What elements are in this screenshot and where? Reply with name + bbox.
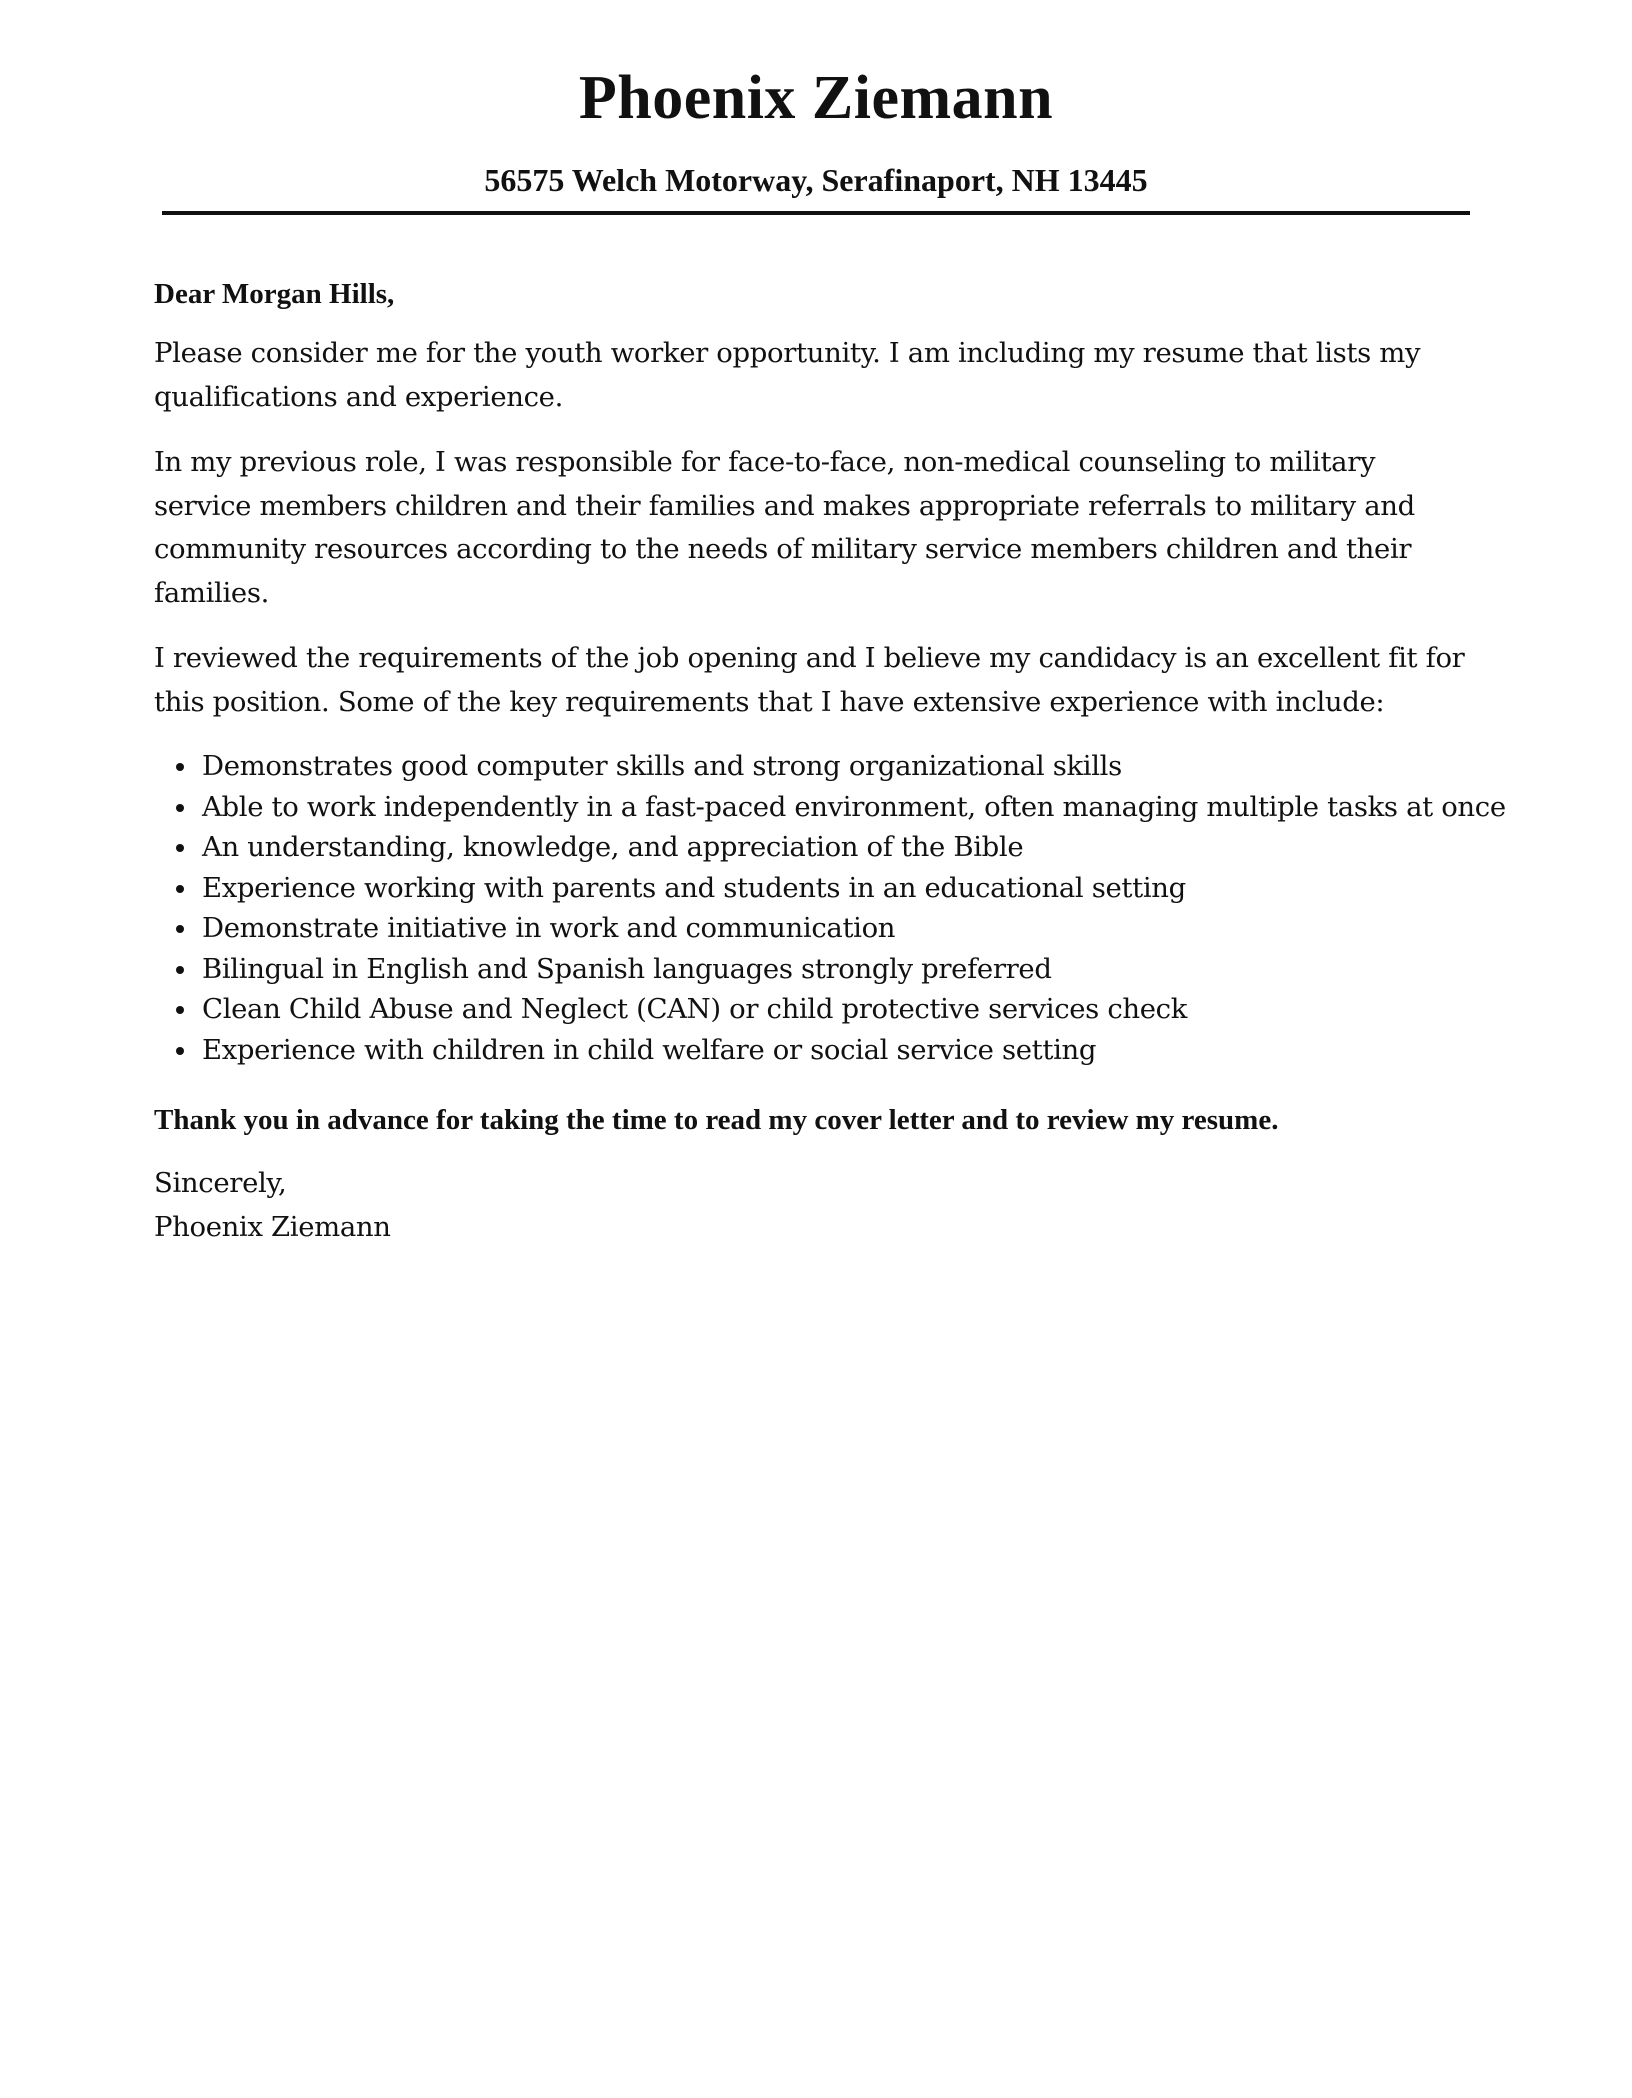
list-item (154, 949, 1474, 990)
list-item-text: An understanding, knowledge, and appreciation of the Bible (202, 831, 1024, 863)
letter-header (162, 58, 1470, 200)
bullet-icon (176, 1047, 184, 1055)
bullet-icon (176, 844, 184, 852)
list-item-text: Experience with children in child welfare or social service setting (202, 1033, 1097, 1066)
list-item (154, 868, 1474, 909)
bullet-icon (176, 885, 184, 893)
list-item (154, 827, 1474, 868)
list-item (154, 908, 1474, 949)
list-item (154, 1030, 1474, 1071)
list-item (154, 989, 1474, 1030)
valediction: Sincerely, (154, 1167, 287, 1199)
header-divider (162, 211, 1470, 215)
list-item (154, 746, 1474, 787)
signature-name: Phoenix Ziemann (154, 1210, 391, 1243)
bullet-icon (176, 1006, 184, 1014)
list-item-text: Demonstrates good computer skills and strong organizational skills (202, 750, 1122, 782)
intro-paragraph: Please consider me for the youth worker opportunity. I am including my resume that lists my qualifications and experience. (154, 337, 1421, 413)
salutation: Dear Morgan Hills, (154, 278, 395, 310)
requirements-paragraph: I reviewed the requirements of the job opening and I believe my candidacy is an excellent fit for this position. Some of the key requirements that I have extensive experience with include: (154, 642, 1465, 718)
letter-body (154, 274, 1506, 1249)
bullet-icon (176, 925, 184, 933)
list-item-text: Experience working with parents and students in an educational setting (202, 871, 1186, 904)
sender-address: 56575 Welch Motorway, Serafinaport, NH 13445 (484, 162, 1148, 198)
sender-name: Phoenix Ziemann (578, 64, 1054, 132)
bullet-icon (176, 804, 184, 812)
list-item (154, 787, 1506, 828)
list-item-text: Bilingual in English and Spanish languages strongly preferred (202, 952, 1052, 985)
bullet-icon (176, 966, 184, 974)
list-item-text: Demonstrate initiative in work and communication (202, 912, 896, 944)
list-item-text: Able to work independently in a fast-paced environment, often managing multiple tasks at once (202, 790, 1506, 823)
closing-statement: Thank you in advance for taking the time to read my cover letter and to review my resume. (154, 1104, 1279, 1136)
bullet-icon (176, 763, 184, 771)
requirements-list (154, 746, 1506, 1070)
list-item-text: Clean Child Abuse and Neglect (CAN) or child protective services check (202, 993, 1188, 1025)
experience-paragraph: In my previous role, I was responsible for face-to-face, non-medical counseling to military service members children and their families and makes appropriate referrals to military and community resources according to the needs of military service members children and their families. (154, 446, 1415, 609)
